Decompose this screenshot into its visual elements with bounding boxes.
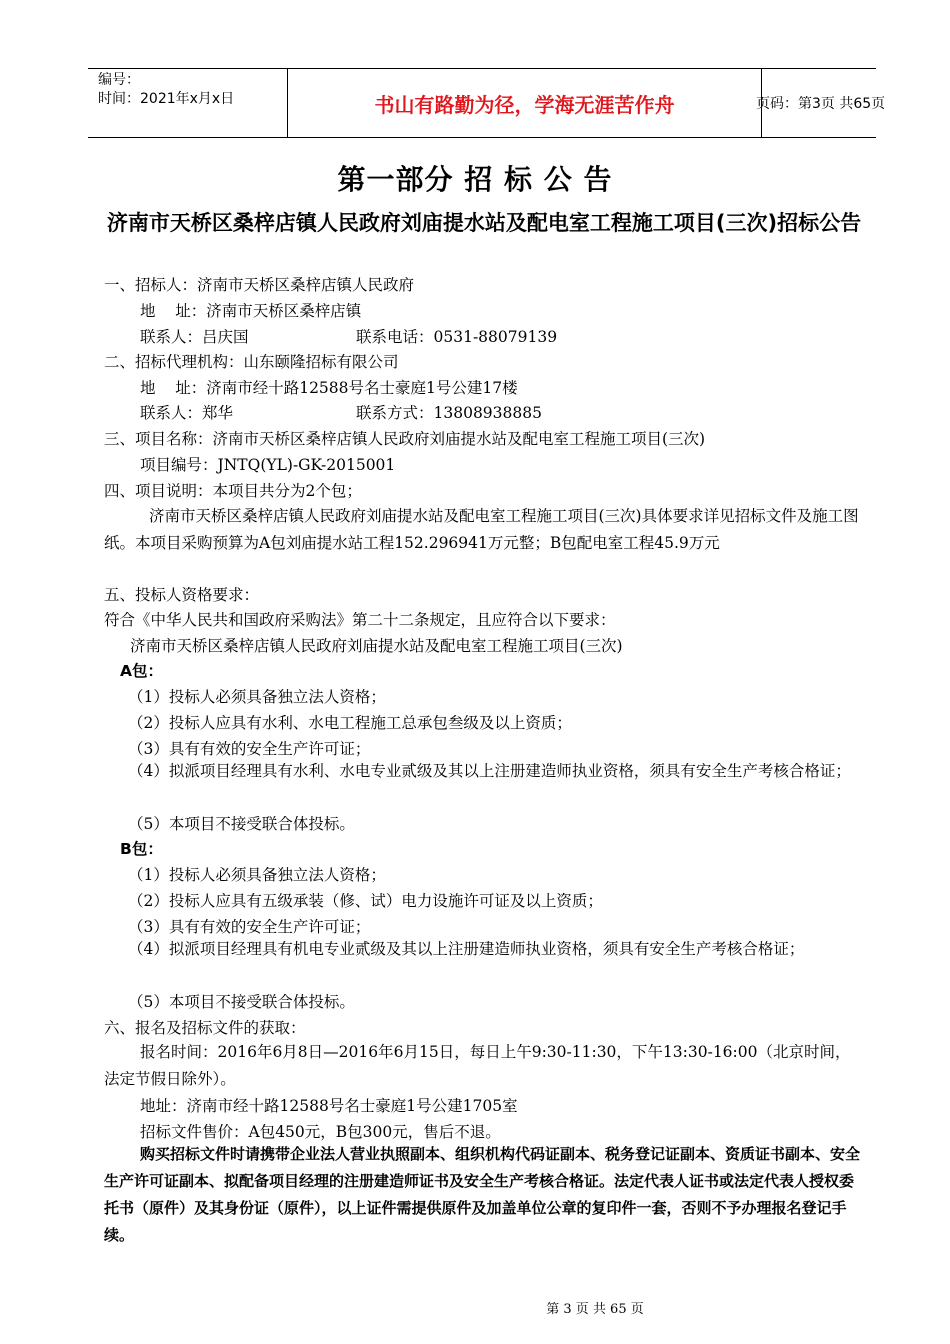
- header-motto-cell: [288, 69, 762, 137]
- qualification-project: 济南市天桥区桑梓店镇人民政府刘庙提水站及配电室工程施工项目(三次): [130, 637, 623, 655]
- package-b-item-5: （5）本项目不接受联合体投标。: [128, 993, 355, 1011]
- registration-address: 地址：济南市经十路12588号名士豪庭1号公建1705室: [140, 1097, 518, 1115]
- project-description: 四、项目说明：本项目共分为2个包；: [104, 482, 362, 500]
- project-name: 三、项目名称：济南市天桥区桑梓店镇人民政府刘庙提水站及配电室工程施工项目(三次): [104, 430, 706, 448]
- page-footer: 第 3 页 共 65 页: [546, 1302, 644, 1317]
- package-a-item-5: （5）本项目不接受联合体投标。: [128, 815, 355, 833]
- header-time: 时间：2021年x月x日: [98, 91, 235, 107]
- agency-line: 二、招标代理机构：山东颐隆招标有限公司: [104, 353, 399, 371]
- header-meta: [88, 69, 288, 137]
- qualification-heading: 五、投标人资格要求：: [104, 586, 260, 604]
- package-a-item-1: （1）投标人必须具备独立法人资格；: [128, 688, 386, 706]
- package-a-heading: A包：: [120, 662, 163, 680]
- section-title: 第一部分 招 标 公 告: [337, 163, 613, 196]
- package-a-item-3: （3）具有有效的安全生产许可证；: [128, 740, 371, 758]
- package-b-item-1: （1）投标人必须具备独立法人资格；: [128, 866, 386, 884]
- project-number: 项目编号：JNTQ(YL)-GK-2015001: [140, 456, 396, 474]
- header-number: 编号：: [98, 72, 140, 88]
- header-motto: 书山有路勤为径，学海无涯苦作舟: [374, 92, 675, 117]
- package-b-item-2: （2）投标人应具有五级承装（修、试）电力设施许可证及以上资质；: [128, 892, 603, 910]
- tenderer-phone: 联系电话：0531-88079139: [356, 328, 558, 346]
- registration-time: 报名时间：2016年6月8日—2016年6月15日，每日上午9:30-11:30，下午13:30-16:00（北京时间，法定节假日除外）。: [104, 1043, 851, 1088]
- required-documents-paragraph: 购买招标文件时请携带企业法人营业执照副本、组织机构代码证副本、税务登记证副本、资质证书副本、安全生产许可证副本、拟配备项目经理的注册建造师证书及安全生产考核合格证。法定代表人证书或法定代表人授权委托书（原件）及其身份证（原件），以上证件需提供原件及加盖单位公章的复印件一套，否则不予办理报名登记手续。: [104, 1145, 861, 1244]
- header-page-cell: [756, 69, 886, 137]
- agency-phone: 联系方式：13808938885: [356, 404, 542, 422]
- tenderer-contact: 联系人：吕庆国: [140, 328, 249, 346]
- tenderer-line: 一、招标人：济南市天桥区桑梓店镇人民政府: [104, 276, 415, 294]
- agency-address: 地 址：济南市经十路12588号名士豪庭1号公建17楼: [140, 379, 518, 397]
- document-price: 招标文件售价：A包450元，B包300元，售后不退。: [140, 1123, 501, 1141]
- page-header: [88, 68, 886, 138]
- registration-heading: 六、报名及招标文件的获取：: [104, 1019, 306, 1037]
- package-b-heading: B包：: [120, 840, 163, 858]
- qualification-law: 符合《中华人民共和国政府采购法》第二十二条规定，且应符合以下要求：: [104, 611, 616, 629]
- package-b-item-4: （4）拟派项目经理具有机电专业贰级及其以上注册建造师执业资格，须具有安全生产考核合格证；: [128, 940, 805, 958]
- announcement-title: 济南市天桥区桑梓店镇人民政府刘庙提水站及配电室工程施工项目(三次)招标公告: [106, 211, 862, 235]
- project-budget-paragraph: 济南市天桥区桑梓店镇人民政府刘庙提水站及配电室工程施工项目(三次)具体要求详见招标文件及施工图纸。本项目采购预算为A包刘庙提水站工程152.296941万元整；B包配电室工程45.9万元: [104, 507, 859, 552]
- package-b-item-3: （3）具有有效的安全生产许可证；: [128, 918, 371, 936]
- header-page-number: 页码：第3页 共65页: [756, 96, 886, 112]
- tenderer-address: 地 址：济南市天桥区桑梓店镇: [140, 302, 362, 320]
- package-a-item-4: （4）拟派项目经理具有水利、水电专业贰级及其以上注册建造师执业资格，须具有安全生产考核合格证；: [128, 762, 851, 780]
- agency-contact: 联系人：郑华: [140, 404, 234, 422]
- package-a-item-2: （2）投标人应具有水利、水电工程施工总承包叁级及以上资质；: [128, 714, 572, 732]
